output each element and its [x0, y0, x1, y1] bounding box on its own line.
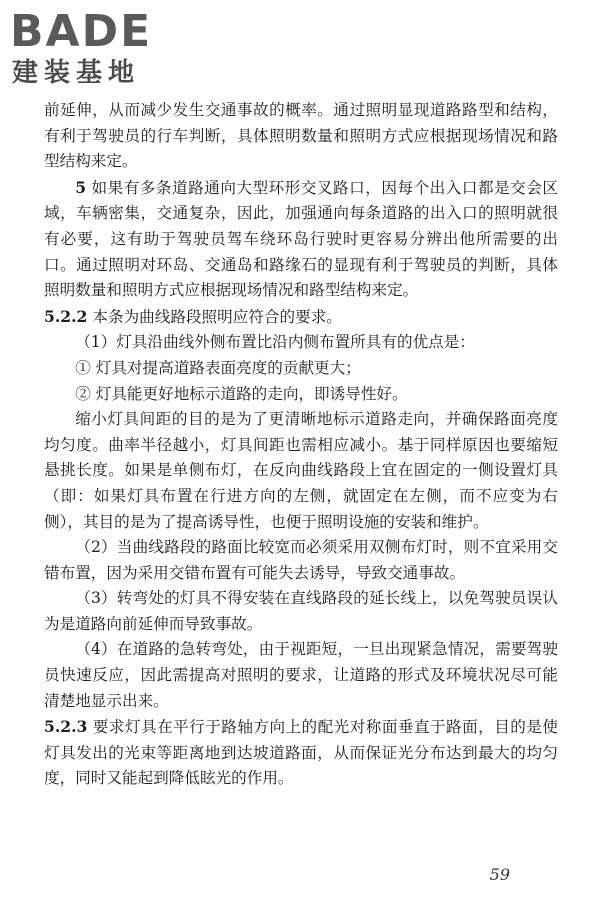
paragraph-text: （1）灯具沿曲线外侧布置比沿内侧布置所具有的优点是： — [75, 333, 475, 352]
section-5-2-3 — [44, 714, 558, 792]
bade-logo — [10, 8, 180, 88]
paragraph-text: （3）转弯处的灯具不得安装在直线路段的延长线上，以免驾驶员误认为是道路向前延伸而导致事故。 — [44, 589, 558, 633]
paragraph — [44, 407, 558, 535]
item-number: 5 — [75, 177, 87, 197]
paragraph — [44, 356, 558, 382]
paragraph-text: ② 灯具能更好地标示道路的走向，即诱导性好。 — [75, 384, 408, 403]
paragraph-text: 前延伸，从而减少发生交通事故的概率。通过照明显现道路路型和结构，有利于驾驶员的行车判断，具体照明数量和照明方式应根据现场情况和路型结构来定。 — [44, 101, 558, 171]
paragraph — [44, 535, 558, 586]
paragraph — [44, 330, 558, 356]
paragraph — [44, 382, 558, 408]
paragraph — [44, 586, 558, 637]
section-5-2-2 — [44, 304, 558, 331]
paragraph-text: 如果有多条道路通向大型环形交叉路口，因每个出入口都是交会区域，车辆密集，交通复杂，因此，加强通向每条道路的出入口的照明就很有必要，这有助于驾驶员驾车绕环岛行驶时更容易分辨出他所需要的出口。通过照明对环岛、交通岛和路缘石的显现有利于驾驶员的判断，具体照明数量和照明方式应根据现场情况和路型结构来定。 — [44, 178, 558, 300]
paragraph-continuation — [44, 98, 558, 175]
paragraph-text: 要求灯具在平行于路轴方向上的配光对称面垂直于路面，目的是使灯具发出的光束等距离地到达坡道路面，从而保证光分布达到最大的均匀度，同时又能起到降低眩光的作用。 — [44, 718, 558, 788]
section-number: 5.2.2 — [44, 306, 88, 326]
paragraph — [44, 637, 558, 714]
paragraph-text: ① 灯具对提高道路表面亮度的贡献更大； — [75, 358, 361, 377]
page-number: 59 — [489, 865, 510, 884]
list-item-5 — [44, 175, 558, 304]
section-number: 5.2.3 — [44, 717, 88, 737]
paragraph-text: （4）在道路的急转弯处，由于视距短，一旦出现紧急情况，需要驾驶员快速反应，因此需提高对照明的要求，让道路的形式及环境状况尽可能清楚地显示出来。 — [44, 640, 558, 710]
paragraph-text: 本条为曲线路段照明应符合的要求。 — [92, 307, 342, 326]
paragraph-text: 缩小灯具间距的目的是为了更清晰地标示道路走向，并确保路面亮度均匀度。曲率半径越小，灯具间距也需相应减小。基于同样原因也要缩短悬挑长度。如果是单侧布灯，在反向曲线路段上宜在固定的一侧设置灯具（即：如果灯具布置在行进方向的左侧，就固定在左侧，而不应变为右侧），其目的是为了提高诱导性，也便于照明设施的安装和维护。 — [44, 410, 558, 531]
logo-wordmark: BADE — [10, 6, 153, 57]
paragraph-text: （2）当曲线路段的路面比较宽而必须采用双侧布灯时，则不宜采用交错布置，因为采用交错布置有可能失去诱导，导致交通事故。 — [44, 538, 558, 582]
logo-subtitle: 建装基地 — [12, 58, 141, 88]
page-body — [44, 98, 558, 792]
